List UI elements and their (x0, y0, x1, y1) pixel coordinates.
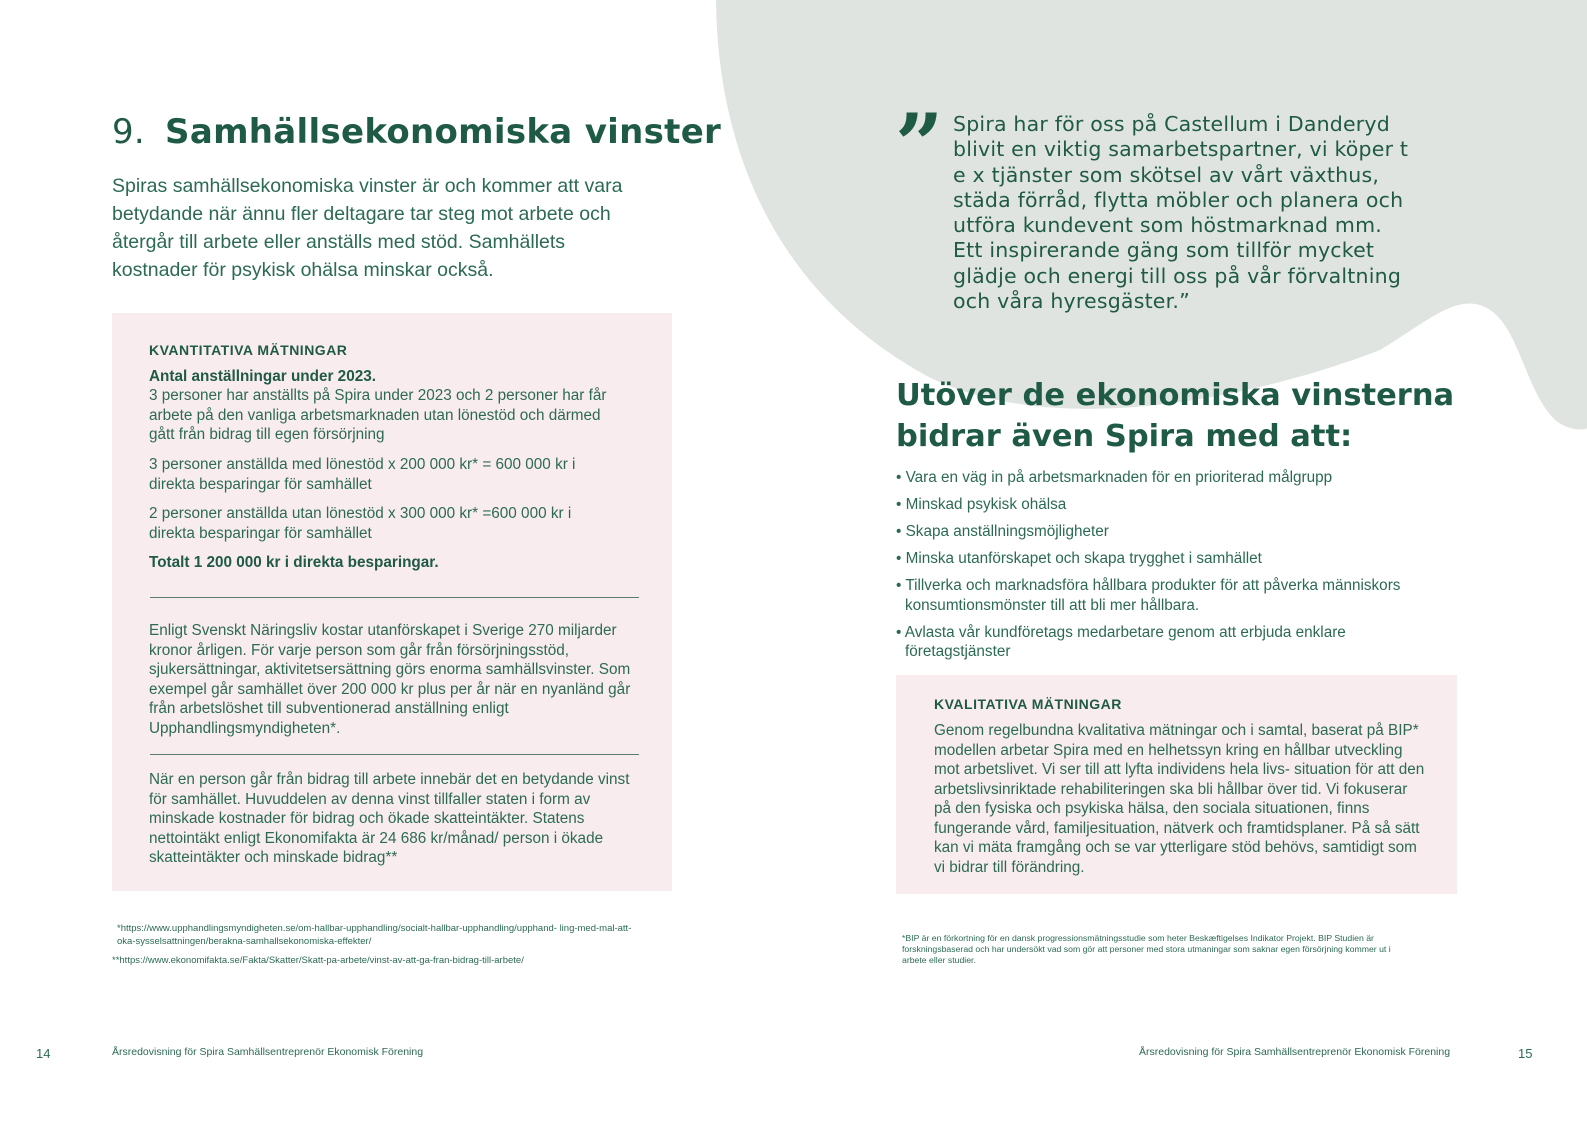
qualitative-paragraph: Genom regelbundna kvalitativa mätningar och i samtal, baserat på BIP* modellen arbetar Spira med en helhetssyn kring en hållbar utveckling mot arbetslivet. Vi ser till att lyfta individens hela livs- situation för att den arbetslivsinriktade rehabiliteringen ska bli hållbar över tid. Vi fokuserar på den fysiska och psykiska hälsa, den sociala situationen, finns fungerande vård, familjesituation, nätverk och framtidsplaner. På så sätt kan vi mäta framgång och se var ytterligare stöd behövs, samtidigt som vi bidrar till förändring. (934, 722, 1425, 876)
footnote-ekonomifakta: **https://www.ekonomifakta.se/Fakta/Skatter/Skatt-pa-arbete/vinst-av-att-ga-fran-bidrag-till-arbete/ (112, 955, 524, 966)
employment-subheading: Antal anställningar under 2023. (149, 368, 376, 385)
quantitative-label: KVANTITATIVA MÄTNINGAR (149, 342, 348, 358)
benefits-list (896, 468, 1416, 669)
list-item: • Vara en väg in på arbetsmarknaden för en prioriterad målgrupp (896, 469, 1333, 486)
benefits-heading: Utöver de ekonomiska vinsterna bidrar även Spira med att: (896, 378, 1455, 454)
employment-paragraph: 3 personer har anställts på Spira under 2023 och 2 personer har får arbete på den vanliga arbetsmarknaden utan lönestöd och därmed gått från bidrag till egen försörjning (149, 387, 607, 443)
list-item: • Minskad psykisk ohälsa (896, 496, 1067, 513)
list-item: • Tillverka och marknadsföra hållbara produkter för att påverka människors konsumtionsmönster till att bli mer hållbara. (896, 577, 1401, 614)
qualitative-label: KVALITATIVA MÄTNINGAR (934, 696, 1122, 712)
section-number: 9. (112, 112, 146, 152)
state-gain-paragraph: När en person går från bidrag till arbete innebär det en betydande vinst för samhället. Huvuddelen av denna vinst tillfaller staten i form av minskade kostnader för bidrag och ökade skatteintäkter. Statens nettointäkt enligt Ekonomifakta är 24 686 kr/månad/ person i ökade skatteintäkter och minskade bidrag** (149, 771, 630, 866)
intro-paragraph: Spiras samhällsekonomiska vinster är och kommer att vara betydande när ännu fler deltagare tar steg mot arbete och återgår till arbete eller anställs med stöd. Samhällets kostnader för psykisk ohälsa minskar också. (112, 175, 623, 281)
page-title (112, 112, 721, 152)
section-heading: Samhällsekonomiska vinster (165, 112, 722, 152)
footnote-upphandling: *https://www.upphandlingsmyndigheten.se/om-hallbar-upphandling/socialt-hallbar-upphandling/upphand- ling-med-mal-att-oka-sysselsattningen/berakna-samhallsekonomiska-effekter/ (117, 923, 632, 947)
no-subsidy-paragraph: 2 personer anställda utan lönestöd x 300 000 kr* =600 000 kr i direkta besparingar för samhället (149, 505, 572, 542)
list-item: • Avlasta vår kundföretags medarbetare genom att erbjuda enklare företagstjänster (896, 623, 1346, 660)
exclusion-cost-paragraph: Enligt Svenskt Näringsliv kostar utanförskapet i Sverige 270 miljarder kronor årligen. För varje person som går från försörjningsstöd, sjukersättningar, aktivitetsersättning görs enorma samhällsvinster. Som exempel går samhället över 200 000 kr plus per år när en nyanländ går från arbetslöshet till subventionerad anställning enligt Upphandlingsmyndigheten*. (149, 622, 631, 737)
page-number-right: 15 (1518, 1046, 1533, 1061)
total-savings: Totalt 1 200 000 kr i direkta besparingar. (149, 554, 439, 571)
customer-quote: Spira har för oss på Castellum i Danderyd blivit en viktig samarbetspartner, vi köper t e x tjänster som skötsel av vårt växthus, städa förråd, flytta möbler och planera och utföra kundevent som höstmarknad mm. Ett inspirerande gäng som tillför mycket glädje och energi till oss på vår förvaltning och våra hyresgäster.” (953, 112, 1409, 314)
list-item: • Minska utanförskapet och skapa trygghet i samhället (896, 550, 1262, 567)
wage-subsidy-paragraph: 3 personer anställda med lönestöd x 200 000 kr* = 600 000 kr i direkta besparingar för samhället (149, 456, 576, 493)
footnote-bip: *BIP är en förkortning för en dansk progressionsmätningsstudie som heter Beskæftigelses Indikator Projekt. BIP Studien är forskningsbaserad och har undersökt vad som gör att personer med stora utmaningar som saknar egen försörjning kommer ut i arbete eller studier. (902, 933, 1391, 965)
qualitative-box (896, 675, 1457, 894)
list-item: • Skapa anställningsmöjligheter (896, 523, 1109, 540)
divider (150, 597, 639, 598)
page-number-left: 14 (36, 1046, 51, 1061)
quote-mark-icon: ” (895, 95, 944, 194)
footer-right: Årsredovisning för Spira Samhällsentreprenör Ekonomisk Förening (1139, 1046, 1451, 1058)
footer-left: Årsredovisning för Spira Samhällsentreprenör Ekonomisk Förening (112, 1046, 424, 1058)
divider (150, 754, 639, 755)
quantitative-box (112, 313, 672, 891)
